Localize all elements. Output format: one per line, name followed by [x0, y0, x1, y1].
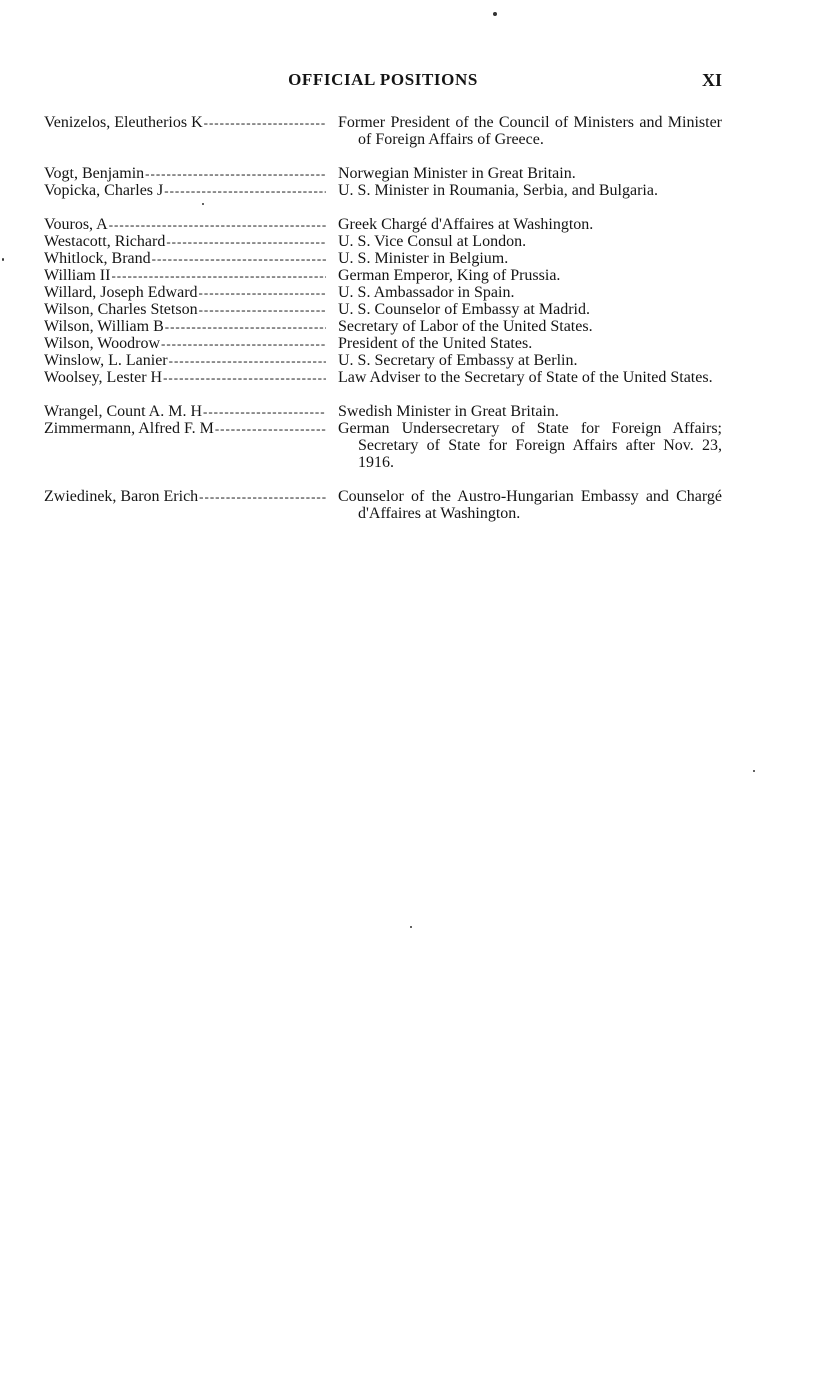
entry-position: U. S. Vice Consul at London. — [338, 233, 527, 250]
page-header — [0, 70, 836, 94]
list-item — [44, 216, 722, 233]
dot-leader — [204, 114, 326, 131]
entry-position: Greek Chargé d'Affaires at Washington. — [338, 216, 594, 233]
list-item — [44, 403, 722, 420]
dot-leader — [111, 267, 326, 284]
list-item — [44, 233, 722, 250]
list-item — [44, 420, 722, 471]
dot-leader — [163, 369, 326, 386]
dot-leader — [203, 403, 326, 420]
entry-name: Vopicka, Charles J — [44, 182, 164, 199]
entry-position: Norwegian Minister in Great Britain. — [338, 165, 576, 182]
list-item — [44, 250, 722, 267]
dot-leader — [109, 216, 326, 233]
entry-position: German Undersecretary of State for Foreign Affairs; Secretary of State for Foreign Affairs after Nov. 23, 1916. — [338, 420, 722, 471]
entry-name: William II — [44, 267, 111, 284]
list-item — [44, 114, 722, 148]
page-title: OFFICIAL POSITIONS — [288, 70, 478, 89]
entry-name: Wilson, William B — [44, 318, 164, 335]
entry-position: German Emperor, King of Prussia. — [338, 267, 561, 284]
entry-name: Wilson, Woodrow — [44, 335, 160, 352]
entry-position: Swedish Minister in Great Britain. — [338, 403, 559, 420]
scan-speck — [753, 770, 755, 772]
dot-leader — [215, 420, 326, 437]
dot-leader — [199, 301, 326, 318]
list-item — [44, 352, 722, 369]
dot-leader — [199, 488, 326, 505]
entry-name: Woolsey, Lester H — [44, 369, 163, 386]
entry-position: President of the United States. — [338, 335, 533, 352]
list-item — [44, 301, 722, 318]
entry-name: Vogt, Benjamin — [44, 165, 145, 182]
entry-name: Whitlock, Brand — [44, 250, 151, 267]
list-item — [44, 267, 722, 284]
entry-position: U. S. Minister in Belgium. — [338, 250, 509, 267]
entry-name: Wilson, Charles Stetson — [44, 301, 198, 318]
entry-name: Vouros, A — [44, 216, 108, 233]
scan-speck — [493, 12, 497, 16]
list-item — [44, 165, 722, 182]
scan-speck — [202, 203, 204, 205]
entry-name: Wrangel, Count A. M. H — [44, 403, 203, 420]
dot-leader — [152, 250, 326, 267]
dot-leader — [169, 352, 326, 369]
entry-name: Zimmermann, Alfred F. M — [44, 420, 214, 437]
entry-position: Counselor of the Austro-Hungarian Embassy and Chargé d'Affaires at Washington. — [338, 488, 722, 522]
page-number: XI — [701, 70, 722, 90]
entry-position: U. S. Minister in Roumania, Serbia, and Bulgaria. — [338, 182, 658, 199]
entry-name: Westacott, Richard — [44, 233, 166, 250]
dot-leader — [164, 182, 326, 199]
list-item — [44, 284, 722, 301]
list-item — [44, 369, 722, 386]
scan-speck — [2, 258, 4, 261]
dot-leader — [199, 284, 326, 301]
list-item — [44, 335, 722, 352]
entry-name: Venizelos, Eleutherios K — [44, 114, 203, 131]
dot-leader — [166, 233, 326, 250]
entry-position: Secretary of Labor of the United States. — [338, 318, 593, 335]
entry-name: Willard, Joseph Edward — [44, 284, 198, 301]
entry-position: U. S. Counselor of Embassy at Madrid. — [338, 301, 590, 318]
dot-leader — [145, 165, 326, 182]
list-item — [44, 182, 722, 199]
entry-name: Zwiedinek, Baron Erich — [44, 488, 199, 505]
positions-list — [44, 114, 722, 522]
scan-speck — [410, 926, 412, 928]
entry-position: Former President of the Council of Ministers and Minister of Foreign Affairs of Greece. — [338, 114, 722, 148]
dot-leader — [165, 318, 326, 335]
entry-position: Law Adviser to the Secretary of State of the United States. — [338, 369, 713, 386]
entry-name: Winslow, L. Lanier — [44, 352, 168, 369]
entry-position: U. S. Ambassador in Spain. — [338, 284, 515, 301]
list-item — [44, 318, 722, 335]
list-item — [44, 488, 722, 522]
entry-position: U. S. Secretary of Embassy at Berlin. — [338, 352, 578, 369]
dot-leader — [161, 335, 326, 352]
